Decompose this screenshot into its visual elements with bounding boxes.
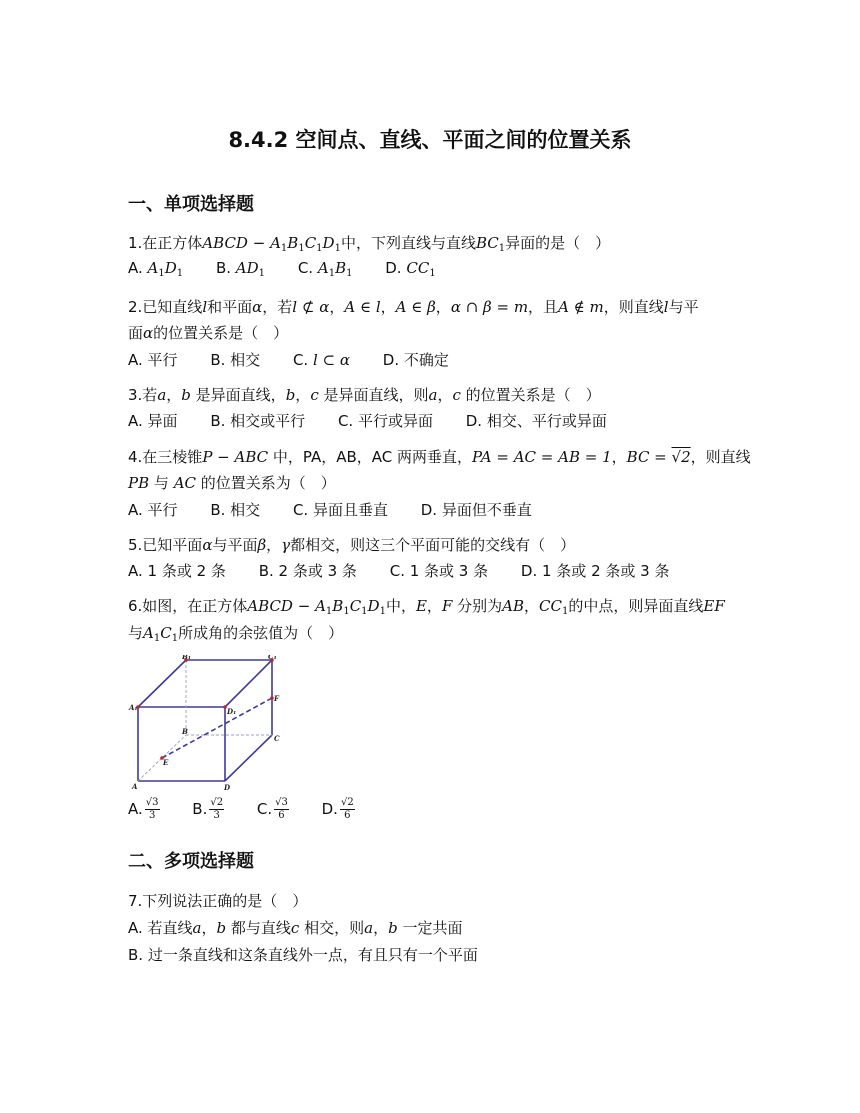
label-d1: D₁ [227,707,237,716]
question-2-stem-line1: 2.已知直线l和平面α，若l ⊄ α，A ∈ l，A ∈ β，α ∩ β = m，且A ∉ m，则直线l与平 [128,298,699,316]
question-3-stem: 3.若a，b 是异面直线，b，c 是异面直线，则a，c 的位置关系是（ ） [128,386,601,404]
section-heading-multiple-choice: 二、多项选择题 [128,851,254,872]
cube-diagram [128,655,288,793]
label-c1: C₁ [268,655,277,661]
question-5-options: A. 1 条或 2 条 B. 2 条或 3 条 C. 1 条或 3 条 D. 1 条或 2 条或 3 条 [128,562,670,580]
question-7-option-a: A. 若直线a，b 都与直线c 相交，则a，b 一定共面 [128,919,463,937]
question-4-stem-line1: 4.在三棱锥P − ABC 中，PA，AB，AC 两两垂直，PA = AC = AB = 1，BC = √2，则直线 [128,448,751,466]
label-a1: A₁ [129,703,138,712]
label-e: E [163,758,169,767]
label-a: A [132,782,138,791]
edge-d-c [225,735,272,781]
question-1-stem: 1.在正方体ABCD − $A_1B_1C_1D_1$中，下列直线与直线$BC_1$异面的是（ ） [128,234,611,254]
label-f: F [274,694,279,703]
page-title: 8.4.2 空间点、直线、平面之间的位置关系 [228,128,632,152]
question-5-stem: 5.已知平面α与平面β，γ都相交，则这三个平面可能的交线有（ ） [128,536,576,554]
edge-d1-c1 [225,660,272,707]
question-7-option-b: B. 过一条直线和这条直线外一点，有且只有一个平面 [128,946,478,964]
question-6-stem-line1: 6.如图，在正方体ABCD − $A_1B_1C_1D_1$中，E，F 分别为AB，$CC_1$的中点，则异面直线EF [128,597,725,617]
section-heading-single-choice: 一、单项选择题 [128,194,254,215]
question-4-stem-line2: PB 与 AC 的位置关系为（ ） [128,474,336,492]
label-b: B [182,727,188,736]
question-2-stem-line2: 面α的位置关系是（ ） [128,324,289,342]
question-7-stem: 7.下列说法正确的是（ ） [128,892,308,910]
question-2-options: A. 平行 B. 相交 C. l ⊂ α D. 不确定 [128,351,449,369]
label-c: C [274,734,280,743]
label-d: D [224,783,231,792]
question-3-options: A. 异面 B. 相交或平行 C. 平行或异面 D. 相交、平行或异面 [128,412,607,430]
edge-a1-b1 [138,660,186,707]
label-b1: B₁ [182,655,191,661]
question-1-options: A. $A_1D_1$ B. $AD_1$ C. $A_1B_1$ D. $CC_1$ [128,259,436,279]
question-6-stem-line2: 与$A_1C_1$所成角的余弦值为（ ） [128,624,344,644]
question-4-options: A. 平行 B. 相交 C. 异面且垂直 D. 异面但不垂直 [128,501,532,519]
question-6-options: A. $\frac{√3}{3}$ B. $\frac{√2}{3}$ C. $\frac{√3}{6}$ D. $\frac{√2}{6}$ [128,797,354,821]
